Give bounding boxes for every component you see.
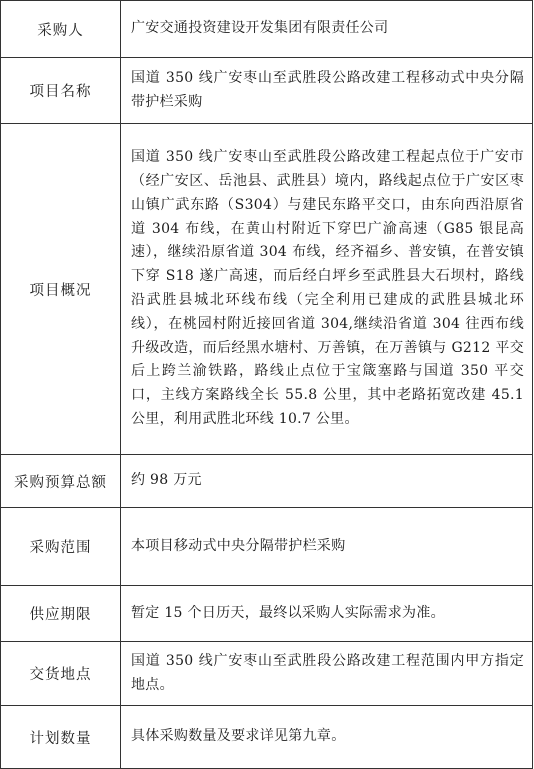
row-budget: [1, 455, 533, 508]
row-purchaser: [1, 1, 533, 58]
project-name-label: 项目名称: [1, 58, 121, 124]
scope-label: 采购范围: [1, 508, 121, 586]
scope-value: 本项目移动式中央分隔带护栏采购: [121, 508, 533, 586]
row-project-name: [1, 58, 533, 124]
delivery-location-value: 国道 350 线广安枣山至武胜段公路改建工程范围内甲方指定地点。: [121, 642, 533, 706]
planned-quantity-value: 具体采购数量及要求详见第九章。: [121, 706, 533, 769]
row-delivery-location: [1, 642, 533, 706]
project-overview-label: 项目概况: [1, 124, 121, 455]
supply-period-label: 供应期限: [1, 586, 121, 642]
row-scope: [1, 508, 533, 586]
supply-period-value: 暂定 15 个日历天，最终以采购人实际需求为准。: [121, 586, 533, 642]
project-name-value: 国道 350 线广安枣山至武胜段公路改建工程移动式中央分隔带护栏采购: [121, 58, 533, 124]
row-planned-quantity: [1, 706, 533, 769]
row-supply-period: [1, 586, 533, 642]
planned-quantity-label: 计划数量: [1, 706, 121, 769]
budget-value: 约 98 万元: [121, 455, 533, 508]
budget-label: 采购预算总额: [1, 455, 121, 508]
project-overview-value: 国道 350 线广安枣山至武胜段公路改建工程起点位于广安市（经广安区、岳池县、武胜县）境内，路线起点位于广安区枣山镇广武东路（S304）与建民东路平交口，由东向西沿原省道 304 布线，在黄山村附近下穿巴广渝高速（G85 银昆高速），继续沿原省道 304 布线，经齐福乡、普安镇，在普安镇下穿 S18 遂广高速，而后经白坪乡至武胜县大石坝村，路线沿武胜县城北环线布线（完全利用已建成的武胜县城北环线），在桃园村附近接回省道 304,继续沿省道 304 往西布线升级改造，而后经黑水塘村、万善镇，在万善镇与 G212 平交后上跨兰渝铁路，路线止点位于宝箴塞路与国道 350 平交口，主线方案路线全长 55.8 公里，其中老路拓宽改建 45.1 公里，利用武胜北环线 10.7 公里。: [121, 124, 533, 455]
purchaser-label: 采购人: [1, 1, 121, 58]
purchaser-value: 广安交通投资建设开发集团有限责任公司: [121, 1, 533, 58]
row-project-overview: [1, 124, 533, 455]
delivery-location-label: 交货地点: [1, 642, 121, 706]
